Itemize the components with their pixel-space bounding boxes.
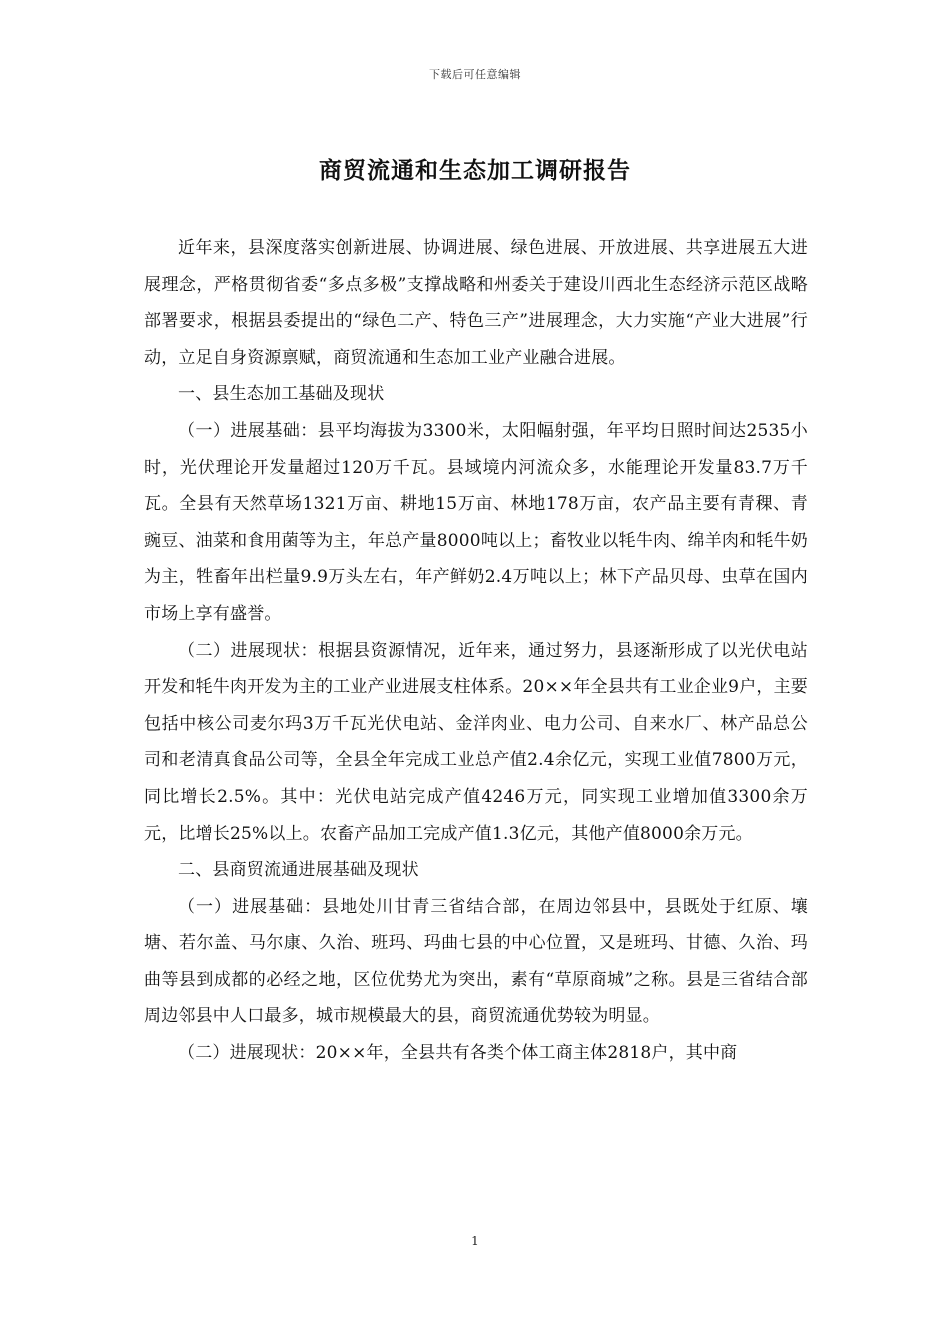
paragraph-1-1: （一）进展基础：县平均海拔为3300米，太阳幅射强，年平均日照时间达2535小时，光伏理论开发量超过120万千瓦。县域境内河流众多，水能理论开发量83.7万千瓦。全县有天然草场1321万亩、耕地15万亩、林地178万亩，农产品主要有青稞、青豌豆、油菜和食用菌等为主，年总产量8000吨以上；畜牧业以牦牛肉、绵羊肉和牦牛奶为主，牲畜年出栏量9.9万头左右，年产鲜奶2.4万吨以上；林下产品贝母、虫草在国内市场上享有盛誉。: [144, 420, 808, 624]
document-title: 商贸流通和生态加工调研报告: [319, 157, 631, 184]
section-heading-1: 一、县生态加工基础及现状: [178, 384, 385, 405]
page-number: 1: [471, 1234, 479, 1248]
section-heading-2: 二、县商贸流通进展基础及现状: [178, 860, 419, 881]
document-body: [144, 230, 808, 1072]
paragraph-2-1: （一）进展基础：县地处川甘青三省结合部，在周边邻县中，县既处于红原、壤塘、若尔盖、马尔康、久治、班玛、玛曲七县的中心位置，又是班玛、甘德、久治、玛曲等县到成都的必经之地，区位优势尤为突出，素有“草原商城”之称。县是三省结合部周边邻县中人口最多，城市规模最大的县，商贸流通优势较为明显。: [144, 896, 808, 1027]
paragraph-2-2: （二）进展现状：20××年，全县共有各类个体工商主体2818户，其中商: [178, 1043, 738, 1064]
paragraph-intro: 近年来，县深度落实创新进展、协调进展、绿色进展、开放进展、共享进展五大进展理念，严格贯彻省委“多点多极”支撑战略和州委关于建设川西北生态经济示范区战略部署要求，根据县委提出的“绿色二产、特色三产”进展理念，大力实施“产业大进展”行动，立足自身资源禀赋，商贸流通和生态加工业产业融合进展。: [144, 238, 808, 368]
paragraph-1-2: （二）进展现状：根据县资源情况，近年来，通过努力，县逐渐形成了以光伏电站开发和牦牛肉开发为主的工业产业进展支柱体系。20××年全县共有工业企业9户，主要包括中核公司麦尔玛3万千瓦光伏电站、金洋肉业、电力公司、自来水厂、林产品总公司和老清真食品公司等，全县全年完成工业总产值2.4余亿元，实现工业值7800万元，同比增长2.5%。其中：光伏电站完成产值4246万元，同实现工业增加值3300余万元，比增长25%以上。农畜产品加工完成产值1.3亿元，其他产值8000余万元。: [144, 640, 808, 844]
header-note: 下载后可任意编辑: [429, 68, 521, 81]
